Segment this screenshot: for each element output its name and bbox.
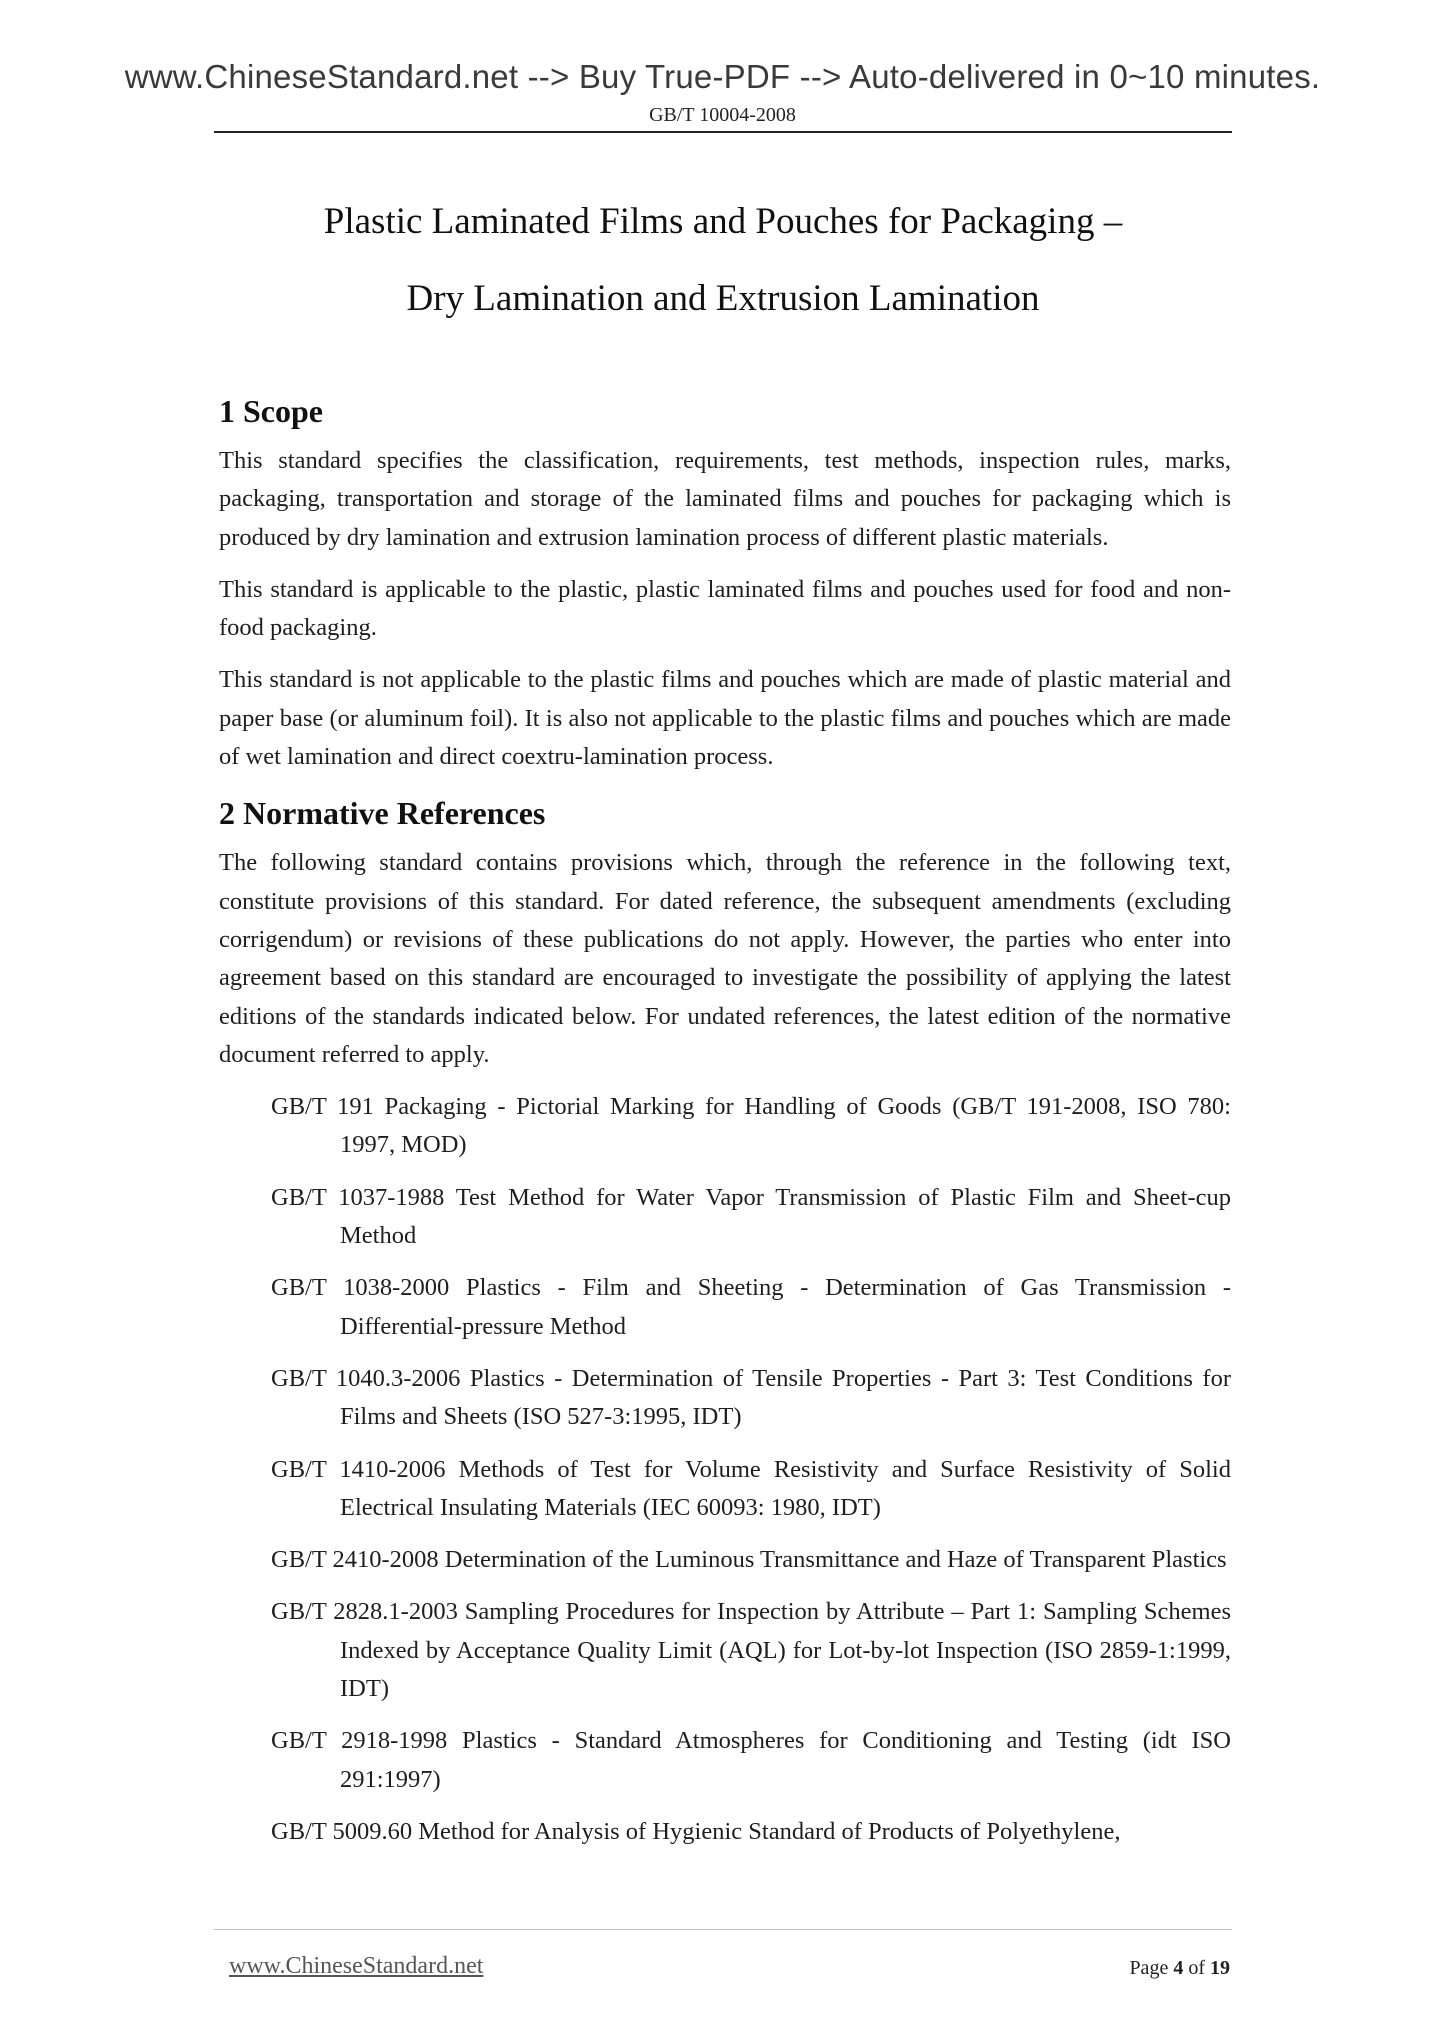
document-body — [219, 388, 1231, 1865]
document-title-line-2: Dry Lamination and Extrusion Lamination — [406, 278, 1040, 319]
section-1-paragraph: This standard is not applicable to the plastic films and pouches which are made of plastic material and paper base (or aluminum foil). It is also not applicable to the plastic films and pouches which are made of wet lamination and direct coextru-lamination process. — [219, 666, 1231, 771]
header-banner: www.ChineseStandard.net --> Buy True-PDF --> Auto-delivered in 0~10 minutes. — [124, 58, 1321, 95]
document-title — [214, 183, 1232, 337]
reference-list — [219, 1088, 1231, 1851]
reference-item: GB/T 191 Packaging - Pictorial Marking for Handling of Goods (GB/T 191-2008, ISO 780: 1997, MOD) — [271, 1093, 1231, 1159]
footer-site-link[interactable]: www.ChineseStandard.net — [229, 1953, 484, 1979]
reference-item: GB/T 2828.1-2003 Sampling Procedures for Inspection by Attribute – Part 1: Sampling Schemes Indexed by Acceptance Quality Limit (AQL) for Lot-by-lot Inspection (ISO 2859-1:1999, IDT) — [271, 1598, 1231, 1703]
reference-item: GB/T 2918-1998 Plastics - Standard Atmospheres for Conditioning and Testing (idt ISO 291:1997) — [271, 1727, 1231, 1793]
page-prefix: Page — [1129, 1957, 1169, 1979]
page-total: 19 — [1210, 1957, 1230, 1979]
reference-item: GB/T 1038-2000 Plastics - Film and Sheeting - Determination of Gas Transmission - Differential-pressure Method — [271, 1274, 1231, 1340]
reference-item: GB/T 1410-2006 Methods of Test for Volume Resistivity and Surface Resistivity of Solid Electrical Insulating Materials (IEC 60093: 1980, IDT) — [271, 1455, 1231, 1521]
section-2-heading: 2 Normative References — [219, 795, 546, 832]
reference-item: GB/T 1040.3-2006 Plastics - Determination of Tensile Properties - Part 3: Test Conditions for Films and Sheets (ISO 527-3:1995, IDT) — [271, 1364, 1231, 1431]
footer-divider — [214, 1929, 1232, 1930]
reference-item: GB/T 1037-1988 Test Method for Water Vapor Transmission of Plastic Film and Sheet-cup Method — [271, 1183, 1231, 1250]
section-2-intro: The following standard contains provisions which, through the reference in the following text, constitute provisions of this standard. For dated reference, the subsequent amendments (excluding corrigendum) or revisions of these publications do not apply. However, the parties who enter into agreement based on this standard are encouraged to investigate the possibility of applying the latest editions of the standards indicated below. For undated references, the latest edition of the normative document referred to apply. — [219, 849, 1231, 1068]
header-divider — [214, 131, 1232, 133]
section-1-paragraph: This standard specifies the classification, requirements, test methods, inspection rules, marks, packaging, transportation and storage of the laminated films and pouches for packaging which is produced by dry lamination and extrusion lamination process of different plastic materials. — [219, 447, 1231, 551]
section-1-paragraph: This standard is applicable to the plastic, plastic laminated films and pouches used for food and non-food packaging. — [219, 575, 1231, 642]
document-title-line-1: Plastic Laminated Films and Pouches for Packaging – — [323, 201, 1123, 242]
page-of: of — [1188, 1957, 1205, 1979]
reference-item: GB/T 5009.60 Method for Analysis of Hygienic Standard of Products of Polyethylene, — [271, 1817, 1121, 1845]
standard-code: GB/T 10004-2008 — [649, 104, 796, 126]
reference-item: GB/T 2410-2008 Determination of the Luminous Transmittance and Haze of Transparent Plastics — [271, 1546, 1227, 1574]
page-current: 4 — [1173, 1957, 1184, 1979]
section-1-heading: 1 Scope — [219, 393, 323, 429]
page-number — [1129, 1957, 1230, 1980]
